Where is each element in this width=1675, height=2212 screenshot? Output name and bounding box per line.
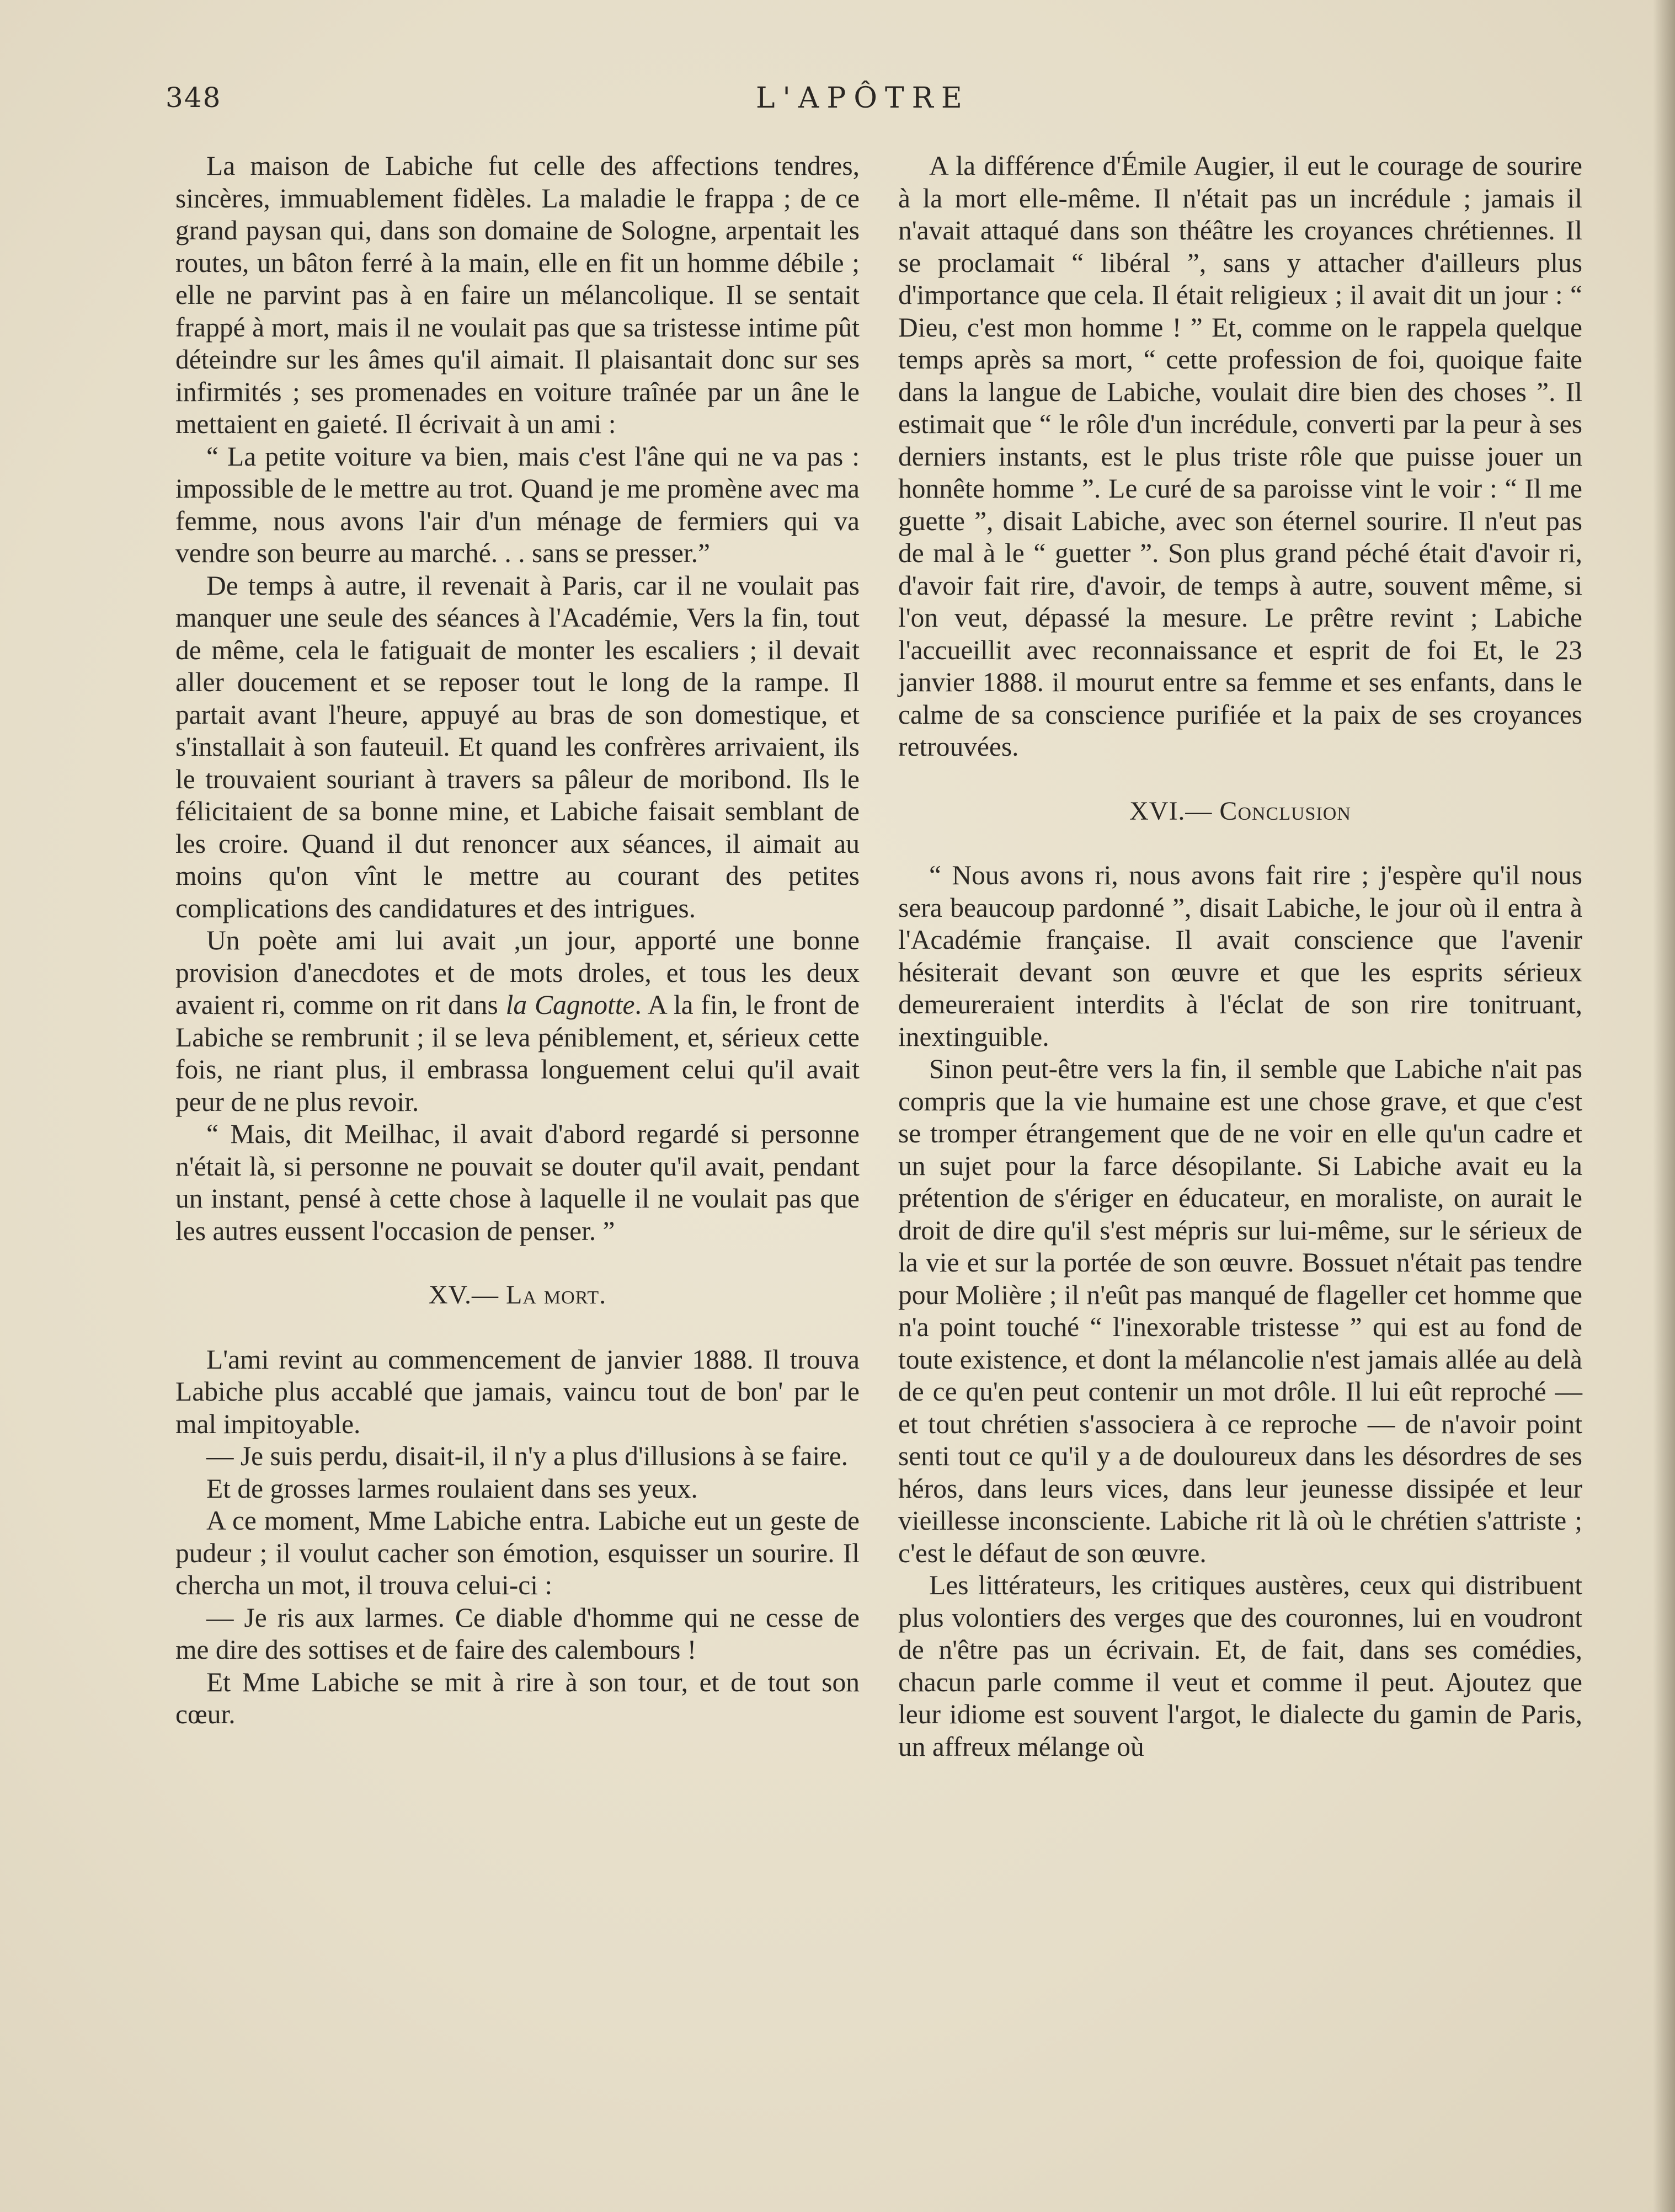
dialogue-line: — Je suis perdu, disait-il, il n'y a plus d'illusions à se faire. [206, 1441, 849, 1471]
paragraph: A la différence d'Émile Augier, il eut le courage de sourire à la mort elle-même. Il n'était pas un incrédule ; jamais il n'avait attaqué dans son théâtre les croyances chrétiennes. Il se proclamait “ libéral ”, sans y attacher d'ailleurs plus d'importance que cela. Il était religieux ; il avait dit un jour : “ Dieu, c'est mon homme ! ” Et, comme on le rappela quelque temps après sa mort, “ cette profession de foi, quoique faite dans la langue de Labiche, voulait dire bien des choses ”. Il estimait que “ le rôle d'un incrédule, converti par la peur à ses derniers instants, est le plus triste rôle que puisse jouer un honnête homme ”. Le curé de sa paroisse vint le voir : “ Il me guette ”, disait Labiche, avec son éternel sourire. Il n'eut pas de mal à le “ guetter ”. Son plus grand péché était d'avoir ri, d'avoir fait rire, d'avoir, de temps à autre, souvent même, si l'on veut, dépassé la mesure. Le prêtre revint ; Labiche l'accueillit avec reconnaissance et esprit de foi Et, le 23 janvier 1888. il mourut entre sa femme et ses enfants, dans le calme de sa conscience purifiée et la paix de ses croyances retrouvées. [898, 151, 1582, 762]
play-title: la Cagnotte [505, 990, 635, 1020]
section-number: XV.— [428, 1280, 506, 1310]
page-number: 348 [166, 82, 222, 114]
paragraph: De temps à autre, il revenait à Paris, car il ne voulait pas manquer une seule des séances à l'Académie, Vers la fin, tout de même, cela le fatiguait de monter les escaliers ; il devait aller doucement et se reposer tout le long de la rampe. Il partait avant l'heure, appuyé au bras de son domestique, et s'installait à son fauteuil. Et quand les confrères arrivaient, ils le trouvaient souriant à travers sa pâleur de moribond. Ils le félicitaient de sa bonne mine, et Labiche faisait semblant de les croire. Quand il dut renoncer aux séances, il aimait au moins qu'on vînt le mettre au courant des petites complications des candidatures et des intrigues. [175, 570, 860, 923]
section-number: XVI.— [1129, 796, 1220, 826]
paragraph: A ce moment, Mme Labiche entra. Labiche eut un geste de pudeur ; il voulut cacher son émotion, esquisser un sourire. Il chercha un mot, il trouva celui-ci : [175, 1505, 860, 1600]
paragraph: Et Mme Labiche se mit à rire à son tour, et de tout son cœur. [175, 1666, 860, 1729]
paragraph: Sinon peut-être vers la fin, il semble que Labiche n'ait pas compris que la vie humaine est une chose grave, et que c'est se tromper étrangement que de ne voir en elle qu'un cadre et un sujet pour la farce désopilante. Si Labiche avait eu la prétention de s'ériger en éducateur, en moraliste, on aurait le droit de dire qu'il s'est mépris sur lui-même, sur le sérieux de la vie et sur la portée de son œuvre. Bossuet n'était pas tendre pour Molière ; il n'eût pas manqué de flageller cet homme que n'a point touché “ l'inexorable tristesse ” qui est au fond de toute existence, et dont la mélancolie n'est jamais allée au delà de ce qu'en peut contenir un mot drôle. Il lui eût reproché — et tout chrétien s'associera à ce reproche — de n'avoir point senti tout ce qu'il y a de douloureux dans les désordres de ses héros, dans leurs vices, dans leur jeunesse dissipée et leur vieillesse inconsciente. Labiche rit là où le chrétien s'attriste ; c'est le défaut de son œuvre. [898, 1054, 1582, 1568]
paragraph: Les littérateurs, les critiques austères, ceux qui distribuent plus volontiers des verges que des couronnes, lui en voudront de n'être pas un écrivain. Et, de fait, dans ses comédies, chacun parle comme il veut et comme il peut. Ajoutez que leur idiome est souvent l'argot, le dialecte du gamin de Paris, un affreux mélange où [898, 1570, 1582, 1762]
page-edge-shadow [1653, 0, 1675, 2212]
section-heading-xv [175, 1279, 860, 1312]
left-column [175, 150, 860, 1731]
right-column [898, 150, 1582, 1763]
paragraph: La maison de Labiche fut celle des affections tendres, sincères, immuablement fidèles. La maladie le frappa ; de ce grand paysan qui, dans son domaine de Sologne, arpentait les routes, un bâton ferré à la main, elle en fit un homme débile ; elle ne parvint pas à en faire un mélancolique. Il se sentait frappé à mort, mais il ne voulait pas que sa tristesse intime pût déteindre sur les âmes qu'il aimait. Il plaisantait donc sur ses infirmités ; ses promenades en voiture traînée par un âne le mettaient en gaieté. Il écrivait à un ami : [175, 151, 860, 439]
running-title: L'APÔTRE [756, 82, 970, 115]
paragraph: L'ami revint au commencement de janvier 1888. Il trouva Labiche plus accablé que jamais, vaincu tout de bon' par le mal impitoyable. [175, 1344, 860, 1439]
section-title: Conclusion [1219, 796, 1351, 826]
text-run: Un poète ami lui avait ,un jour, apporté une bonne provision d'anecdotes et de mots droles, et tous les deux avaient ri, comme on rit dans [175, 925, 860, 1020]
text-run: . A la fin, le front de Labiche se rembrunit ; il se leva péniblement, et, sérieux cette fois, ne riant plus, il embrassa longuement celui qu'il avait peur de ne plus revoir. [175, 990, 860, 1117]
quotation-paragraph: “ Mais, dit Meilhac, il avait d'abord regardé si personne n'était là, si personne ne pouvait se douter qu'il avait, pendant un instant, pensé à cette chose à laquelle il ne voulait pas que les autres eussent l'occasion de penser. ” [175, 1119, 860, 1246]
paragraph [175, 925, 860, 1118]
quotation-paragraph: “ La petite voiture va bien, mais c'est l'âne qui ne va pas : impossible de le mettre au trot. Quand je me promène avec ma femme, nous avons l'air d'un ménage de fermiers qui va vendre son beurre au marché. . . sans se presser.” [175, 441, 860, 568]
section-heading-xvi [898, 795, 1582, 828]
section-title: La mort. [506, 1280, 607, 1310]
quotation-paragraph: “ Nous avons ri, nous avons fait rire ; j'espère qu'il nous sera beaucoup pardonné ”, disait Labiche, le jour où il entra à l'Académie française. Il avait conscience que l'avenir hésiterait devant son œuvre et que les esprits sérieux demeureraient interdits à l'éclat de son rire tonitruant, inextinguible. [898, 860, 1582, 1052]
paragraph: Et de grosses larmes roulaient dans ses yeux. [206, 1473, 698, 1504]
page-header [166, 82, 1589, 126]
dialogue-line: — Je ris aux larmes. Ce diable d'homme qui ne cesse de me dire des sottises et de faire des calembours ! [175, 1602, 860, 1665]
